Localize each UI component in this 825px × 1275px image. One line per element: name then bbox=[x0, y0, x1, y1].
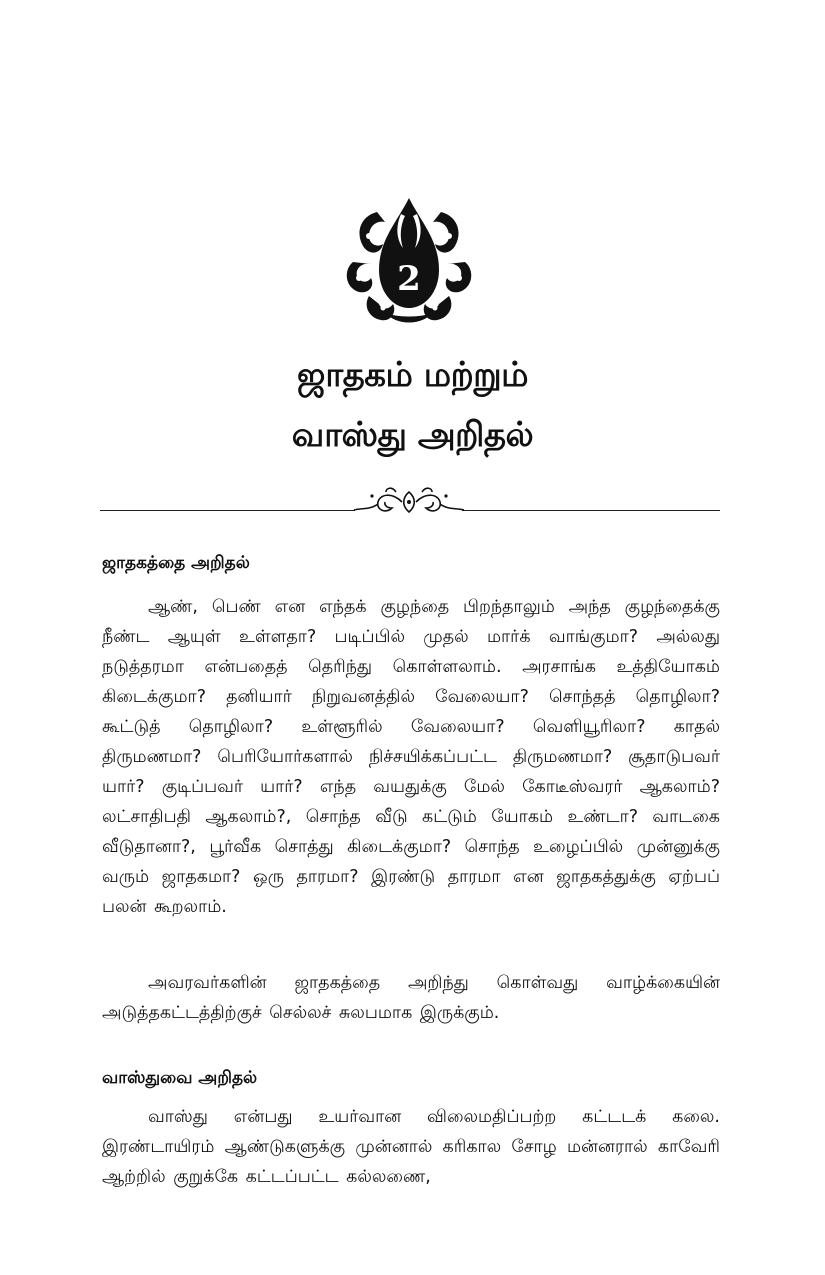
chapter-ornament bbox=[339, 192, 479, 332]
chapter-number: 2 bbox=[397, 259, 421, 299]
section-heading-vastu: வாஸ்துவை அறிதல் bbox=[102, 1068, 258, 1088]
paragraph-horoscope-2: அவரவர்களின் ஜாதகத்தை அறிந்து கொள்வது வாழ்க்கையின் அடுத்தகட்டத்திற்குச் செல்லச் சுலபமாக இருக்கும். bbox=[102, 973, 720, 1023]
paragraph-horoscope-1: ஆண், பெண் என எந்தக் குழந்தை பிறந்தாலும் அந்த குழந்தைக்கு நீண்ட ஆயுள் உள்ளதா? படிப்பில் முதல் மார்க் வாங்குமா? அல்லது நடுத்தரமா என்பதைத் தெரிந்து கொள்ளலாம். அரசாங்க உத்தியோகம் கிடைக்குமா? தனியார் நிறுவனத்தில் வேலையா? சொந்தத் தொழிலா? கூட்டுத் தொழிலா? உள்ளூரில் வேலையா? வெளியூரிலா? காதல் திருமணமா? பெரியோர்களால் நிச்சயிக்கப்பட்ட திருமணமா? சூதாடுபவர் யார்? குடிப்பவர் யார்? எந்த வயதுக்கு மேல் கோடீஸ்வரர் ஆகலாம்? லட்சாதிபதி ஆகலாம்?, சொந்த வீடு கட்டும் யோகம் உண்டா? வாடகை வீடுதானா?, பூர்வீக சொத்து கிடைக்குமா? சொந்த உழைப்பில் முன்னுக்கு வரும் ஜாதகமா? ஒரு தாரமா? இரண்டு தாரமா என ஜாதகத்துக்கு ஏற்பப் பலன் கூறலாம். bbox=[102, 597, 720, 917]
chapter-title-line2: வாஸ்து அறிதல் bbox=[291, 415, 534, 455]
chapter-title-line1: ஜாதகம் மற்றும் bbox=[297, 355, 528, 395]
section-heading-horoscope: ஜாதகத்தை அறிதல் bbox=[102, 553, 250, 573]
divider-ornament bbox=[352, 484, 466, 520]
divider-rule-left bbox=[100, 510, 355, 511]
divider-rule-right bbox=[462, 510, 720, 511]
paragraph-vastu-1: வாஸ்து என்பது உயர்வான விலைமதிப்பற்ற கட்டடக் கலை. இரண்டாயிரம் ஆண்டுகளுக்கு முன்னால் கரிகால சோழ மன்னரால் காவேரி ஆற்றில் குறுக்கே கட்டப்பட்ட கல்லணை, bbox=[102, 1107, 720, 1187]
